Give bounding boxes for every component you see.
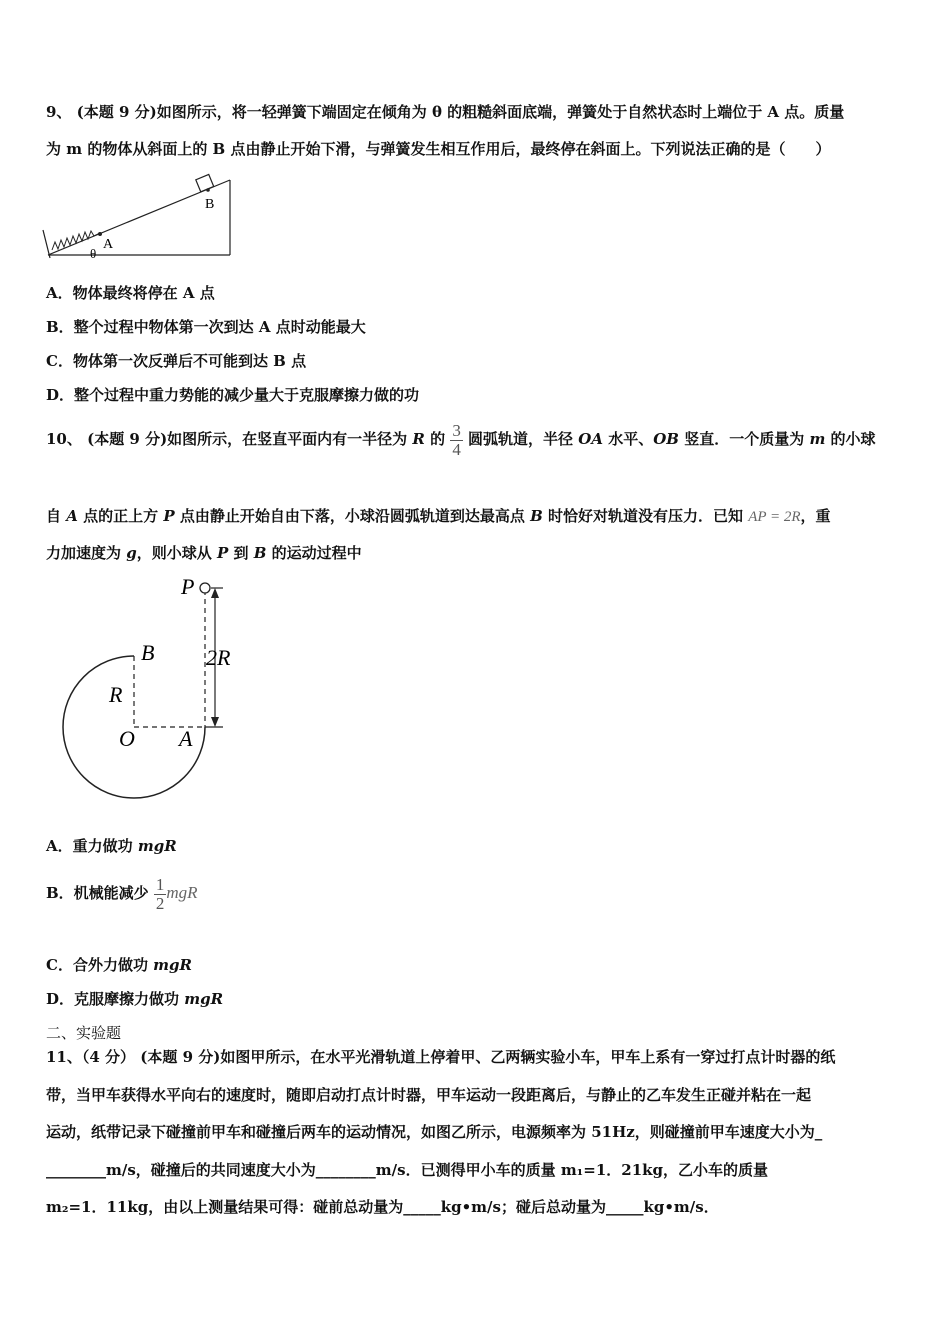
- q9-option-b: B．整个过程中物体第一次到达 A 点时动能最大: [46, 318, 366, 336]
- label-r: R: [109, 682, 123, 707]
- label-b: B: [141, 640, 155, 665]
- label-a: A: [179, 726, 193, 751]
- frac-three-quarters: $\frac{3}{4}$: [452, 420, 461, 459]
- q9-line1: 9、 (本题 9 分)如图所示，将一轻弹簧下端固定在倾角为 θ 的粗糙斜面底端，弹簧处于自然状态时上端位于 A 点。质量: [46, 103, 845, 121]
- q10-line2: 自 A 点的正上方 P 点由静止开始自由下落，小球沿圆弧轨道到达最高点 B 时恰好对轨道没有压力．已知 AP = 2R，重: [46, 507, 831, 525]
- q9-line2: 为 m 的物体从斜面上的 B 点由静止开始下滑，与弹簧发生相互作用后，最终停在斜面上。下列说法正确的是（ ）: [46, 140, 831, 158]
- q11-line3: 运动，纸带记录下碰撞前甲车和碰撞后两车的运动情况，如图乙所示，电源频率为 51Hz，则碰撞前甲车速度大小为_: [46, 1123, 823, 1141]
- q9-option-a: A．物体最终将停在 A 点: [46, 284, 215, 302]
- q10-option-c: C．合外力做功 mgR: [46, 956, 192, 974]
- label-b: B: [205, 197, 215, 212]
- q10-line3: 力加速度为 g，则小球从 P 到 B 的运动过程中: [46, 544, 362, 562]
- circle-track-figure: [55, 572, 255, 808]
- q10-option-b: B．机械能减少 $\frac{1}{2}$ mgR: [46, 874, 198, 913]
- q9-option-d: D．整个过程中重力势能的减少量大于克服摩擦力做的功: [46, 386, 420, 404]
- q11-line2: 带，当甲车获得水平向右的速度时，随即启动打点计时器，甲车运动一段距离后，与静止的乙车发生正碰并粘在一起: [46, 1086, 812, 1104]
- frac-one-half: $\frac{1}{2}$: [155, 874, 165, 913]
- label-o: O: [119, 726, 135, 751]
- label-2r: 2R: [206, 645, 231, 670]
- q11-line1: 11、（4 分） (本题 9 分)如图甲所示，在水平光滑轨道上停着甲、乙两辆实验小车，甲车上系有一穿过打点计时器的纸: [46, 1048, 836, 1066]
- label-a: A: [103, 237, 114, 252]
- incline-figure: [40, 168, 240, 263]
- label-p: P: [181, 574, 195, 599]
- label-theta: θ: [90, 246, 97, 261]
- section-title: 二、实验题: [46, 1024, 122, 1042]
- q10-option-d: D．克服摩擦力做功 mgR: [46, 990, 224, 1008]
- q11-line5: m₂=1．11kg，由以上测量结果可得：碰前总动量为_____kg•m/s；碰后总动量为_____kg•m/s．: [46, 1198, 719, 1216]
- q10-line1: 10、 (本题 9 分)如图所示，在竖直平面内有一半径为 R 的 $\frac{3}{4}$ 圆弧轨道，半径 OA 水平、OB 竖直．一个质量为 m 的小球: [46, 420, 876, 459]
- q11-line4: ________m/s，碰撞后的共同速度大小为________m/s．已测得甲小车的质量 m₁=1．21kg，乙小车的质量: [46, 1161, 769, 1179]
- q10-option-a: A．重力做功 mgR: [46, 837, 177, 855]
- q9-option-c: C．物体第一次反弹后不可能到达 B 点: [46, 352, 307, 370]
